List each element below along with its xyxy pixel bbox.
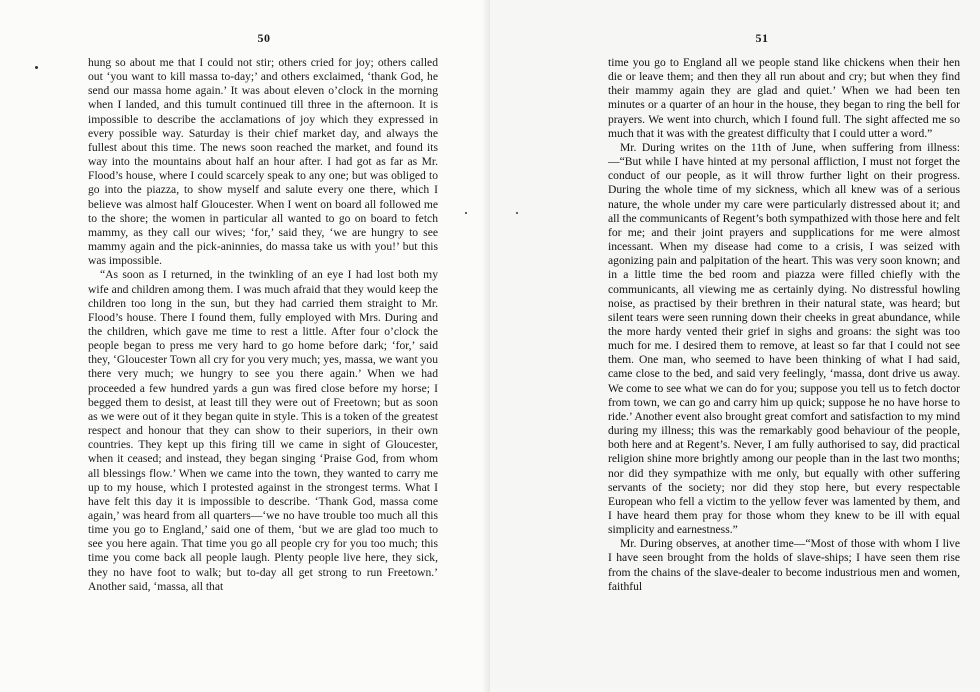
page-number: 50 <box>257 31 271 45</box>
margin-speck <box>516 212 518 214</box>
paragraph: hung so about me that I could not stir; others cried for joy; others called out ‘you want to kill massa to-day;’ and others exclaimed, ‘thank God, he send our massa home again.’ It was about eleven o’clock in the morning when I landed, and this tumult continued till three in the afternoon. It is impossible to describe the acclamations of joy which they expressed in every possible way. Saturday is their chief market day, and always the fullest about this time. The news soon reached the market, and found its way into the mountains about half an hour after. I had got as far as Mr. Flood’s house, where I could scarcely speak to any one; but was obliged to go into the piazza, to show myself and salute every one there, which I believe was almost half Gloucester. When I went on board all followed me to the shore; the women in particular all wanted to go on board to fetch mammy, as they call our wives; ‘for,’ said they, ‘we are hungry to see mammy again and the pick-aninnies, do massa take us with you!’ but this was impossible. <box>88 56 438 268</box>
margin-speck <box>465 212 467 214</box>
page-number: 51 <box>755 31 769 45</box>
right-page <box>490 0 980 692</box>
paragraph: “As soon as I returned, in the twinkling of an eye I had lost both my wife and children among them. I was much afraid that they would keep the children too long in the sun, but they had carried them straight to Mr. Flood’s house. There I found them, fully employed with Mrs. During and the children, which gave me time to rest a little. After four o’clock the people began to press me very hard to go home before dark; ‘for,’ said they, ‘Gloucester Town all cry for you very much; yes, massa, we want you there very much; we hungry to see you there again.’ When we had proceeded a few hundred yards a gun was fired close before my horse; I begged them to desist, at least till they were out of Freetown; but as soon as we were out of it they began quite in style. This is a token of the greatest respect and honour that they can show to their superiors, in their own countries. They kept up this firing till we came in sight of Gloucester, when it ceased; and instead, they began singing ‘Praise God, from whom all blessings flow.’ When we came into the town, they wanted to carry me up to my house, which I protested against in the strongest terms. What I have felt this day it is impossible to describe. ‘Thank God, massa come again,’ was heard from all quarters—‘we no have trouble too much all this time you go to England,’ said one of them, ‘but we are glad too much to see you here again. That time you go all people cry for you too much; this time you come back all people laugh. Plenty people live here, they sick, they no have foot to walk; but to-day all get strong to run Freetown.’ Another said, ‘massa, all that <box>88 268 438 593</box>
right-page-text <box>608 56 960 594</box>
paragraph: Mr. During writes on the 11th of June, when suffering from illness:—“But while I have hinted at my personal affliction, I must not forget the conduct of our people, as it will throw further light on their progress. During the whole time of my sickness, which all knew was of a serious nature, the whole under my care were particularly distressed about it; and all the communicants of Regent’s both sympathized with those here and felt for me; and their joint prayers and supplications for me were almost incessant. When my disease had come to a crisis, I was seized with agonizing pain and palpitation of the heart. This was very soon known; and in a little time the bed room and piazza were filled chiefly with the communicants, all viewing me as certainly dying. No distressful howling noise, as practised by their brethren in their natural state, was heard; but silent tears were seen running down their cheeks in great abundance, while the more hardy vented their grief in sighs and groans: the sight was too much for me. I desired them to remove, at least so far that I could not see them. One man, who seemed to have been thinking of what I had said, came close to the bed, and said very feelingly, ‘massa, dont drive us away. We come to see what we can do for you; suppose you tell us to fetch doctor from town, we can go and carry him up quick; suppose he no have horse to ride.’ Another event also brought great comfort and satisfaction to my mind during my illness; this was the remarkably good behaviour of the people, both here and at Regent’s. Never, I am fully authorised to say, did practical religion shine more brightly among our people than in the last two months; nor did they sympathize with me only, but equally with other suffering servants of the society; nor did they stop here, but every respectable European who fell a victim to the yellow fever was lamented by them, and I have heard them pray for those whom they knew to be ill with equal simplicity and earnestness.” <box>608 140 960 537</box>
left-page-text <box>88 56 438 594</box>
paragraph: Mr. During observes, at another time—“Most of those with whom I live I have seen brought from the holds of slave-ships; I have seen them rise from the chains of the slave-dealer to become industrious men and women, faithful <box>608 537 960 593</box>
margin-speck <box>35 66 38 69</box>
paragraph: time you go to England all we people stand like chickens when their hen die or leave them; and then they all run about and cry; but when they find their mammy again they are glad and quiet.’ When we had been ten minutes or a quarter of an hour in the house, they began to ring the bell for prayers. We went into church, which I found full. The sight affected me so much that it was with the greatest difficulty that I could utter a word.” <box>608 56 960 140</box>
